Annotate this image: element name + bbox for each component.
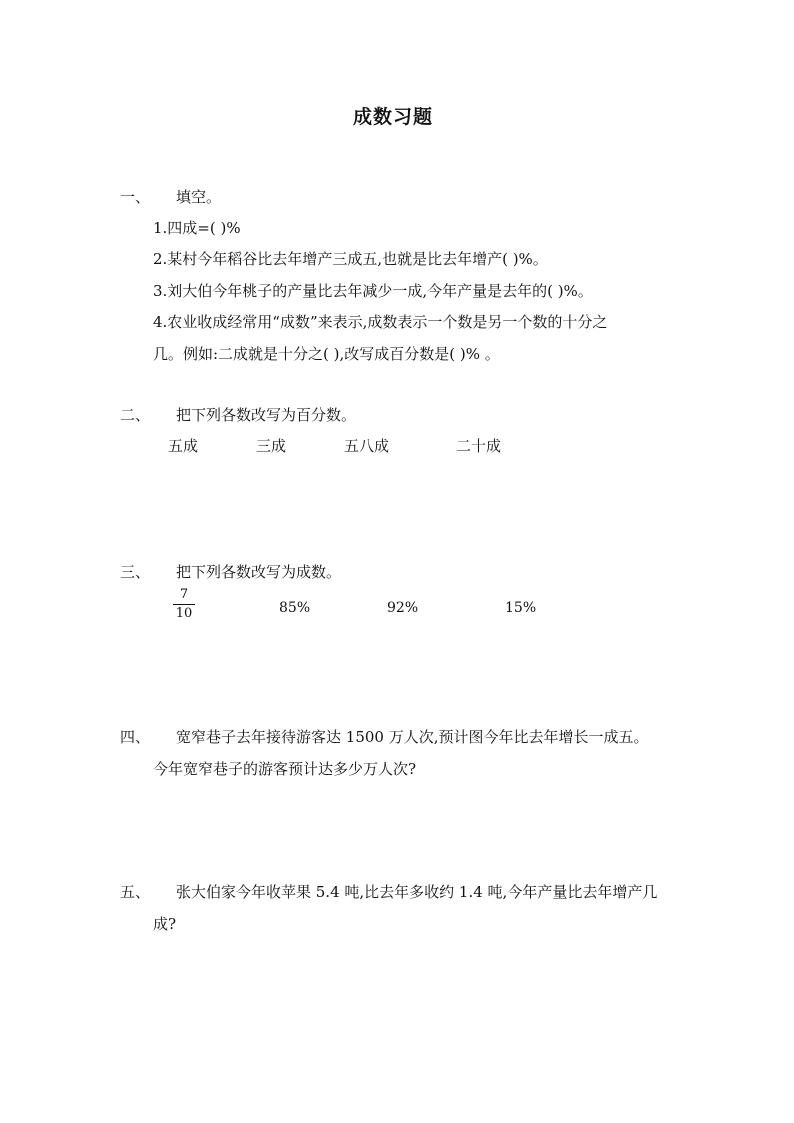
question-1-4-line-2: 几。例如:二成就是十分之( ),改写成百分数是( )% 。 <box>153 345 500 363</box>
question-1-2: 2.某村今年稻谷比去年增产三成五,也就是比去年增产( )%。 <box>153 250 548 268</box>
section-2-number: 二、 <box>120 406 151 424</box>
section-2-item: 五八成 <box>344 437 390 455</box>
section-3-number: 三、 <box>120 563 151 581</box>
page-title: 成数习题 <box>353 106 434 128</box>
section-1-heading: 填空。 <box>176 188 222 206</box>
section-3-item: 92% <box>387 600 419 616</box>
section-2-item: 二十成 <box>456 437 502 455</box>
section-5-line-1: 张大伯家今年收苹果 5.4 吨,比去年多收约 1.4 吨,今年产量比去年增产几 <box>176 883 658 901</box>
section-4-line-2: 今年宽窄巷子的游客预计达多少万人次? <box>153 760 417 778</box>
section-2-heading: 把下列各数改写为百分数。 <box>176 406 357 424</box>
section-3-heading: 把下列各数改写为成数。 <box>176 563 342 581</box>
section-3-item: 15% <box>505 600 537 616</box>
section-4-number: 四、 <box>120 728 151 746</box>
section-1-number: 一、 <box>120 188 151 206</box>
fraction-numerator: 7 <box>179 587 189 602</box>
fraction-denominator: 10 <box>175 606 193 621</box>
section-5-number: 五、 <box>120 883 151 901</box>
fraction-bar <box>173 604 195 605</box>
section-2-item: 五成 <box>168 437 199 455</box>
question-1-4-line-1: 4.农业收成经常用“成数”来表示,成数表示一个数是另一个数的十分之 <box>153 313 608 331</box>
question-1-3: 3.刘大伯今年桃子的产量比去年减少一成,今年产量是去年的( )%。 <box>153 282 593 300</box>
section-3-item: 85% <box>279 600 311 616</box>
section-2-item: 三成 <box>256 437 287 455</box>
question-1-1: 1.四成=( )% <box>153 219 241 237</box>
fraction-seven-tenths <box>173 587 195 622</box>
section-5-line-2: 成? <box>153 915 177 933</box>
section-4-line-1: 宽窄巷子去年接待游客达 1500 万人次,预计图今年比去年增长一成五。 <box>176 728 649 746</box>
